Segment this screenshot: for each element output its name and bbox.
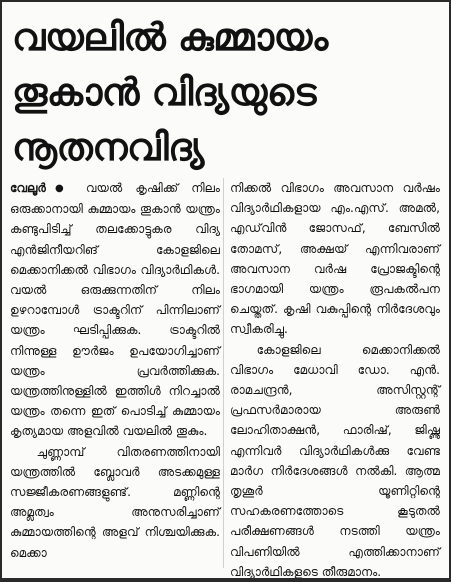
headline-line-2: തൂകാൻ വിദ്യയുടെ [12,70,316,114]
paragraph-text: ചുണ്ണാമ്പ് വിതരണത്തിനായി യന്ത്രത്തിൽ ബ്ലോവർ അടക്കമുള്ള സജ്ജീകരണങ്ങളുണ്ട്. മണ്ണിന്റെ അമ്ലത്വം അനുസരിച്ചാണ് കുമ്മായത്തിന്റെ അളവ് നിശ്ചയിക്കുക. മെക്കാ [10,444,220,560]
article-paragraph [230,178,440,340]
article-paragraph [230,340,440,582]
dateline: വേലൂർ [10,181,46,195]
paragraph-text: നിക്കൽ വിഭാഗം അവസാന വർഷം വിദ്യാർഥികളായ എം.എസ്. അമൽ, എഡ്‌വിൻ ജോസഫ്, ബേസിൽ തോമസ്, അക്ഷയ് എന്നിവരാണ് അവസാന വർഷ പ്രോജക്ടിന്റെ ഭാഗമായി യന്ത്രം രൂപകൽപന ചെയ്തത്. കൃഷി വകുപ്പിന്റെ നിർദേശവും സ്വീകരിച്ചു. [230,181,440,337]
paragraph-text: വയൽ കൃഷിക്ക് നിലം ഒരുക്കാനായി കുമ്മായം തൂകാൻ യന്ത്രം കണ്ടുപിടിച്ച് തലക്കോട്ടുകര വിദ്യ എൻജിനീയറിങ് കോളജിലെ മെക്കാനിക്കൽ വിഭാഗം വിദ്യാർഥികൾ. വയൽ ഒരുക്കുന്നതിന് നിലം ഉഴറാമ്പോൾ ട്രാക്ടറിന് പിന്നിലാണ് യന്ത്രം ഘടിപ്പിക്കുക. ട്രാക്ടറിൽ നിന്നുള്ള ഊർജം ഉപയോഗിച്ചാണ് യന്ത്രം പ്രവർത്തിക്കുക. യന്ത്രത്തിനുള്ളിൽ ഇത്തിൾ നിറച്ചാൽ യന്ത്രം തന്നെ ഇത് പൊടിച്ച് കുമ്മായം കൃത്യമായ അളവിൽ വയലിൽ തൂകും. [10,181,220,439]
headline [12,10,442,175]
headline-line-3: നൂതനവിദ്യ [12,125,204,169]
article-column-2 [230,178,440,582]
dateline-bullet: ● [45,183,73,194]
article-column-1 [10,178,220,582]
headline-line-1: വയലിൽ കുമ്മായം [12,15,328,59]
article-paragraph [10,178,220,442]
article-paragraph [10,442,220,563]
paragraph-text: കോളജിലെ മെക്കാനിക്കൽ വിഭാഗം മേധാവി ഡോ. എൻ. രാമചന്ദ്രൻ, അസിസ്റ്റന്റ് പ്രഫസർമാരായ അരുൺ ലോഹിതാക്ഷൻ, ഫാരിഷ്, ജിഷ്ണു എന്നിവർ വിദ്യാർഥികൾക്കു വേണ്ട മാർഗ നിർദേശങ്ങൾ നൽകി. ആത്മ തൃശൂർ യൂണിറ്റിന്റെ സഹകരണത്തോടെ കൂടുതൽ പരീക്ഷണങ്ങൾ നടത്തി യന്ത്രം വിപണിയിൽ എത്തിക്കാനാണ് വിദ്യാർഥികളുടെ തീരുമാനം. [230,342,440,579]
article-body [10,178,440,582]
